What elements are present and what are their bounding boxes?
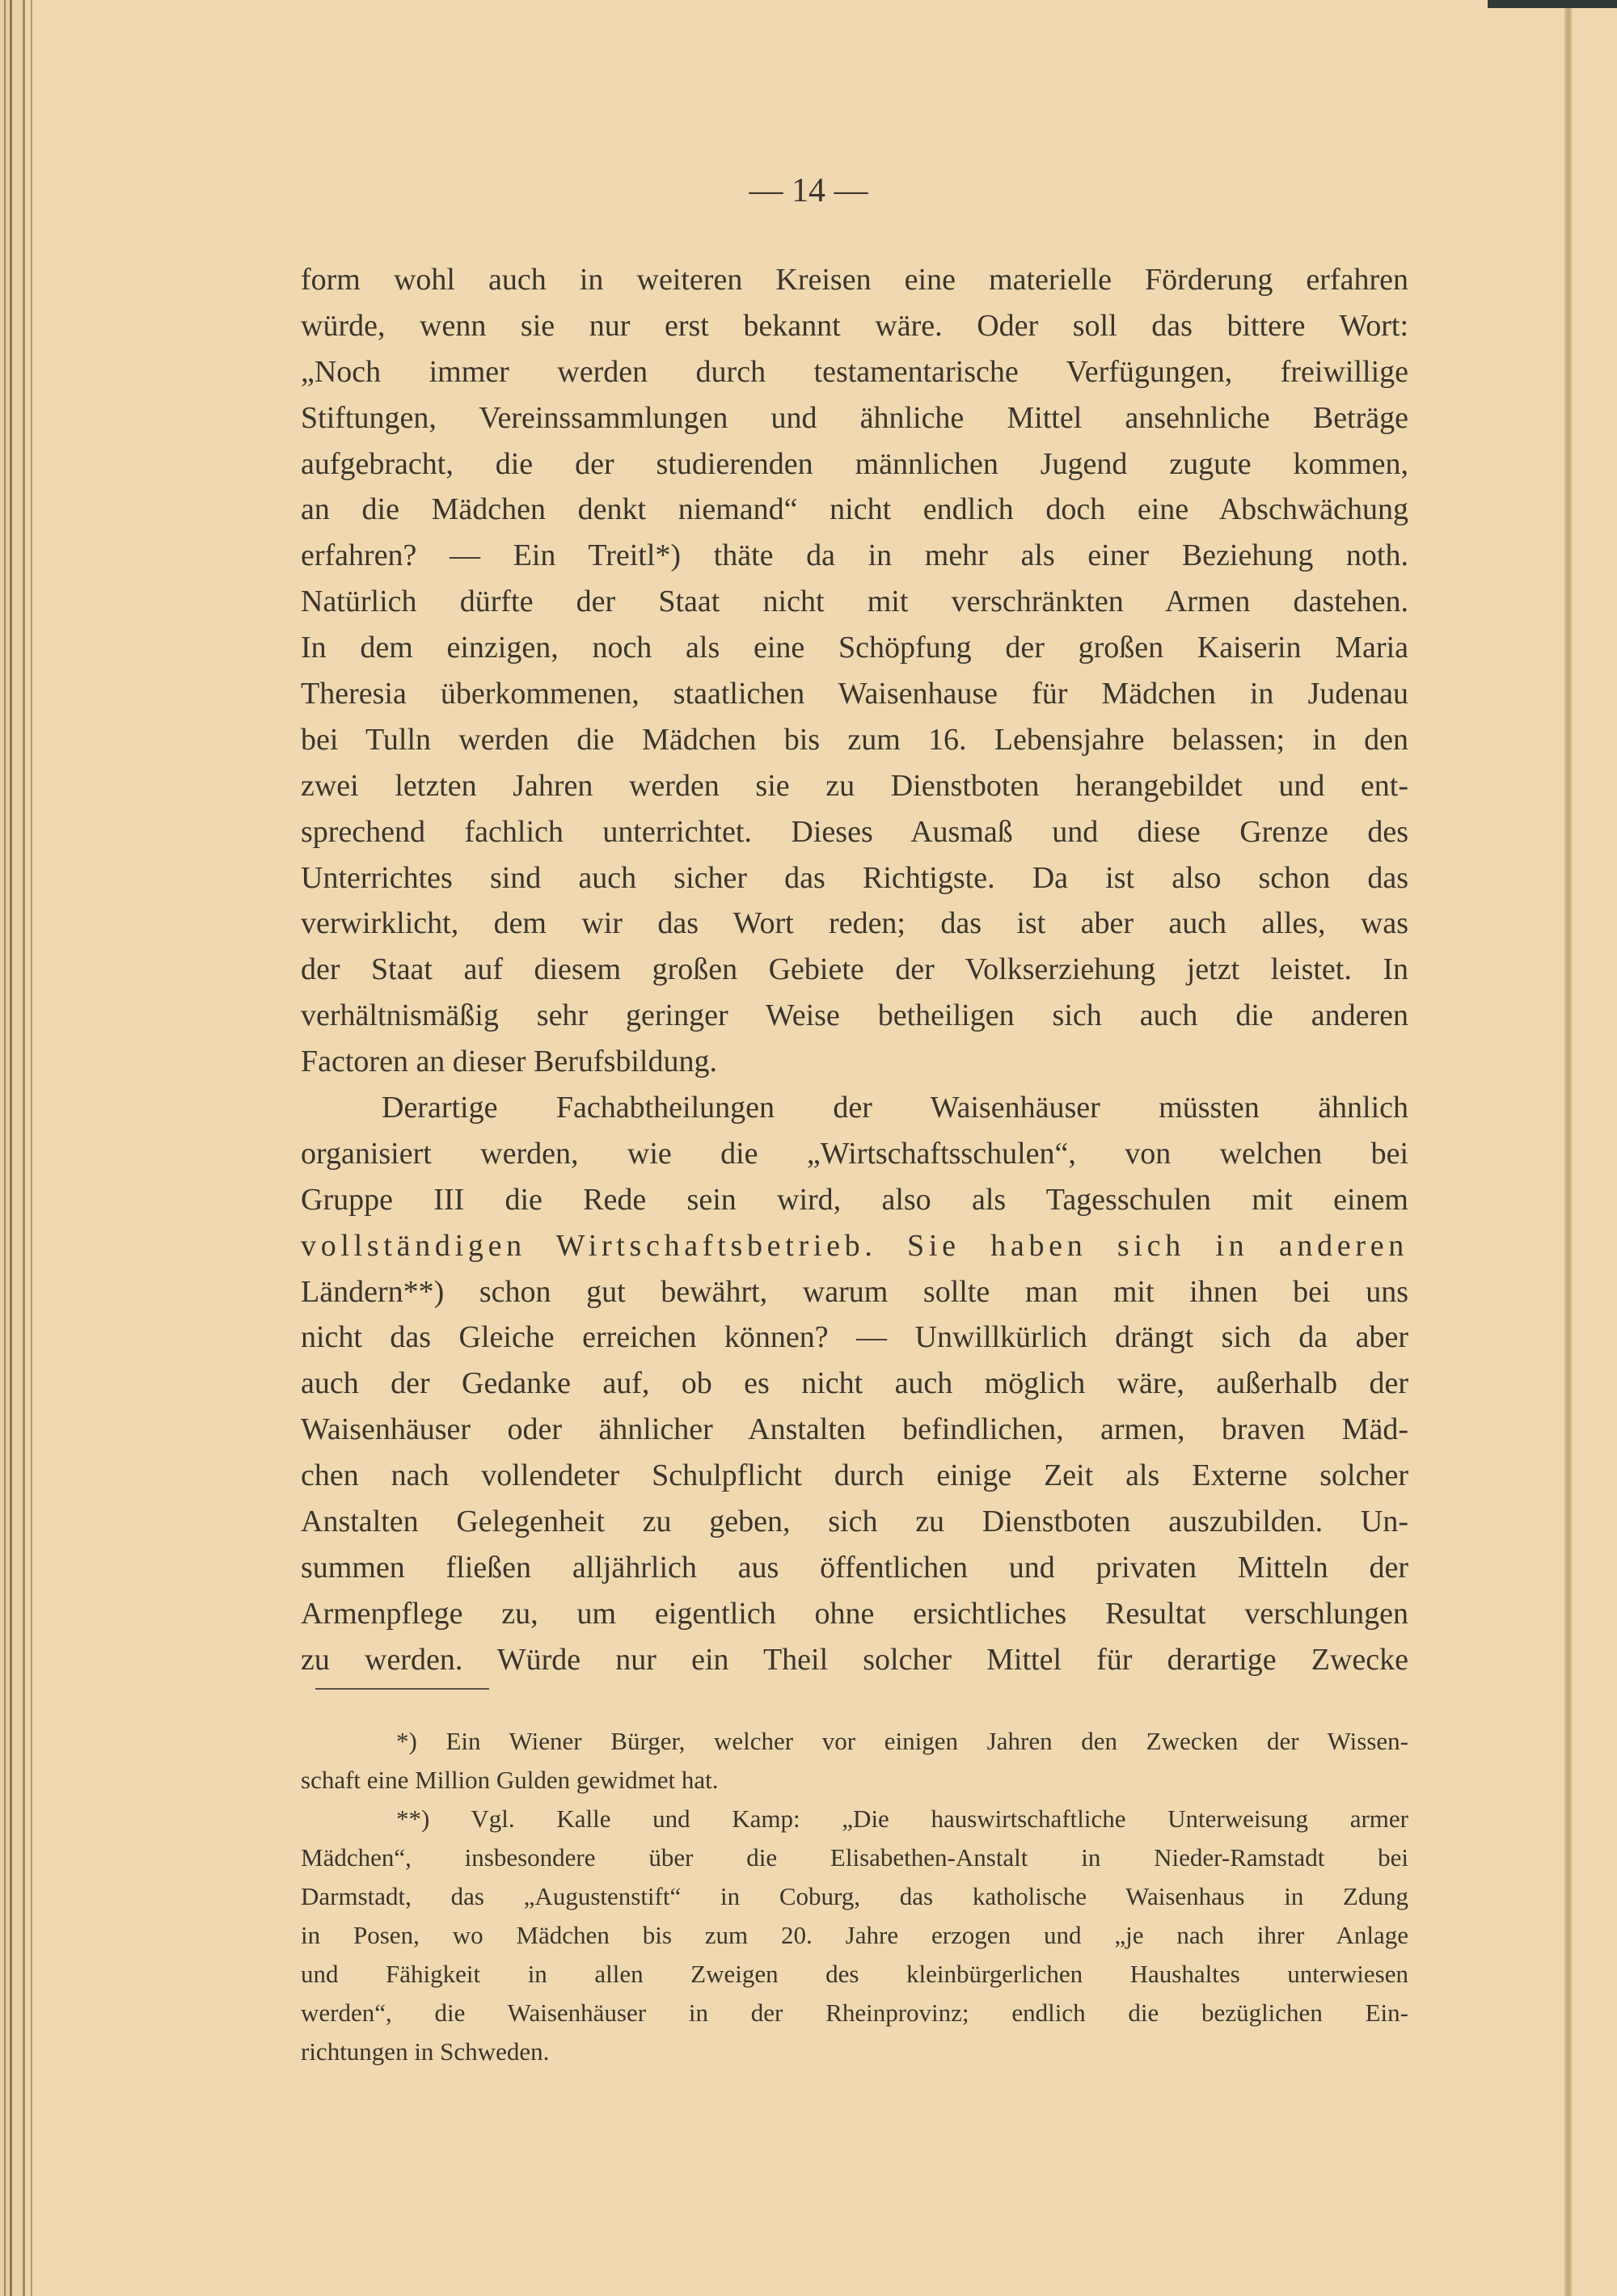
text-line: Unterrichtes sind auch sicher das Richtigste. Da ist also schon das: [301, 860, 1408, 895]
text-line: auch der Gedanke auf, ob es nicht auch möglich wäre, außerhalb der: [301, 1366, 1408, 1401]
text-line: an die Mädchen denkt niemand“ nicht endlich doch eine Abschwächung: [301, 492, 1408, 527]
footnote-line: schaft eine Million Gulden gewidmet hat.: [301, 1766, 719, 1794]
page-fold-shadow: [1564, 8, 1573, 2296]
footnote-line: **) Vgl. Kalle und Kamp: „Die hauswirtschaftliche Unterweisung armer: [396, 1804, 1408, 1833]
text-line: Armenpflege zu, um eigentlich ohne ersichtliches Resultat verschlungen: [301, 1596, 1408, 1631]
page-number: — 14 —: [749, 172, 868, 209]
cover-edge: [1488, 0, 1617, 8]
text-line: zu werden. Würde nur ein Theil solcher Mittel für derartige Zwecke: [301, 1642, 1408, 1677]
text-line: „Noch immer werden durch testamentarische Verfügungen, freiwillige: [301, 354, 1408, 389]
text-line: Anstalten Gelegenheit zu geben, sich zu Dienstboten auszubilden. Un-: [301, 1505, 1408, 1539]
footnote-line: *) Ein Wiener Bürger, welcher vor einigen Jahren den Zwecken der Wissen-: [396, 1727, 1408, 1755]
text-line: verhältnismäßig sehr geringer Weise betheiligen sich auch die anderen: [301, 998, 1408, 1033]
text-line: würde, wenn sie nur erst bekannt wäre. Oder soll das bittere Wort:: [301, 308, 1408, 343]
text-line: verwirklicht, dem wir das Wort reden; das ist aber auch alles, was: [301, 906, 1408, 941]
book-binding-edge: [0, 0, 36, 2296]
text-line: Derartige Fachabtheilungen der Waisenhäuser müssten ähnlich: [382, 1091, 1408, 1125]
footnotes: [301, 1722, 1408, 2071]
text-line: sprechend fachlich unterrichtet. Dieses Ausmaß und diese Grenze des: [301, 814, 1408, 849]
text-line: erfahren? — Ein Treitl*) thäte da in mehr als einer Beziehung noth.: [301, 538, 1408, 573]
text-line: aufgebracht, die der studierenden männlichen Jugend zugute kommen,: [301, 446, 1408, 481]
text-line: der Staat auf diesem großen Gebiete der Volkserziehung jetzt leistet. In: [301, 952, 1408, 987]
footnote-line: und Fähigkeit in allen Zweigen des kleinbürgerlichen Haushaltes unterwiesen: [301, 1960, 1408, 1988]
text-line: vollständigen Wirtschaftsbetrieb. Sie haben sich in anderen: [301, 1228, 1408, 1263]
text-line: Ländern**) schon gut bewährt, warum sollte man mit ihnen bei uns: [301, 1274, 1408, 1309]
text-line: organisiert werden, wie die „Wirtschaftsschulen“, von welchen bei: [301, 1136, 1408, 1171]
body-text: [301, 257, 1408, 1683]
footnote-line: Darmstadt, das „Augustenstift“ in Coburg, das katholische Waisenhaus in Zdung: [301, 1882, 1408, 1910]
text-line: Theresia überkommenen, staatlichen Waisenhause für Mädchen in Judenau: [301, 677, 1408, 711]
text-line: nicht das Gleiche erreichen können? — Unwillkürlich drängt sich da aber: [301, 1320, 1408, 1355]
footnote-rule: [315, 1688, 489, 1690]
footnote-line: richtungen in Schweden.: [301, 2037, 550, 2066]
footnote-line: in Posen, wo Mädchen bis zum 20. Jahre erzogen und „je nach ihrer Anlage: [301, 1921, 1408, 1949]
text-line: form wohl auch in weiteren Kreisen eine materielle Förderung erfahren: [301, 263, 1408, 297]
text-line: Gruppe III die Rede sein wird, also als Tagesschulen mit einem: [301, 1182, 1408, 1217]
footnote-line: Mädchen“, insbesondere über die Elisabethen-Anstalt in Nieder-Ramstadt bei: [301, 1843, 1408, 1872]
text-line: chen nach vollendeter Schulpflicht durch einige Zeit als Externe solcher: [301, 1458, 1408, 1493]
footnote-line: werden“, die Waisenhäuser in der Rheinprovinz; endlich die bezüglichen Ein-: [301, 1998, 1408, 2027]
text-line: zwei letzten Jahren werden sie zu Dienstboten herangebildet und ent-: [301, 768, 1408, 803]
text-line: Factoren an dieser Berufsbildung.: [301, 1045, 717, 1079]
text-line: Stiftungen, Vereinssammlungen und ähnliche Mittel ansehnliche Beträge: [301, 400, 1408, 435]
text-line: Natürlich dürfte der Staat nicht mit verschränkten Armen dastehen.: [301, 585, 1408, 619]
text-line: summen fließen alljährlich aus öffentlichen und privaten Mitteln der: [301, 1550, 1408, 1585]
text-line: bei Tulln werden die Mädchen bis zum 16. Lebensjahre belassen; in den: [301, 722, 1408, 757]
text-line: In dem einzigen, noch als eine Schöpfung der großen Kaiserin Maria: [301, 631, 1408, 665]
text-line: Waisenhäuser oder ähnlicher Anstalten befindlichen, armen, braven Mäd-: [301, 1412, 1408, 1447]
